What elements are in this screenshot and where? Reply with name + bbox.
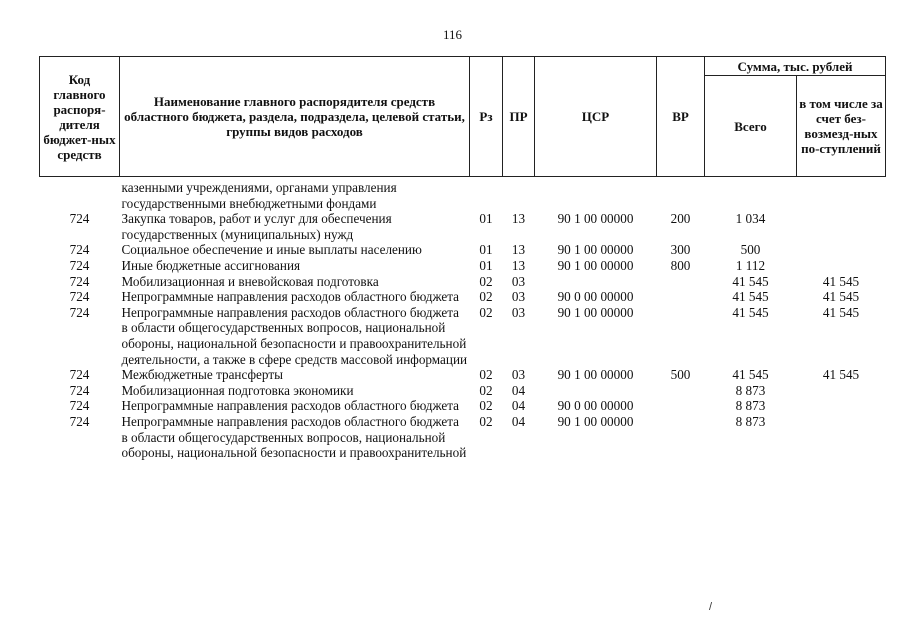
cell-code: 724	[69, 257, 90, 273]
cell-csr	[535, 274, 657, 290]
table-row	[40, 242, 886, 258]
cell-rz: 02	[479, 289, 493, 305]
cell-free	[797, 177, 886, 212]
cell-code: 724	[69, 242, 90, 258]
header-pr: ПР	[503, 57, 535, 177]
cell-csr: 90 1 00 00000	[557, 413, 634, 429]
cell-code: 724	[69, 398, 90, 414]
cell-csr: 90 1 00 00000	[557, 257, 634, 273]
cell-pr: 03	[511, 289, 526, 305]
table-row	[40, 289, 886, 305]
cell-free: 41 545	[822, 289, 860, 305]
cell-free	[797, 258, 886, 274]
cell-vr: 300	[670, 242, 691, 258]
cell-total: 41 545	[732, 367, 769, 383]
table-row	[40, 367, 886, 383]
cell-total: 1 034	[735, 211, 766, 227]
page-number: 116	[442, 27, 463, 42]
cell-name: Непрограммные направления расходов областного бюджета в области общегосударственных вопросов, национальной обороны, национальной безопасности и правоохранительной деятельности, а также в сфере средств массовой информации	[121, 304, 468, 367]
cell-total: 8 873	[735, 398, 766, 414]
cell-code: 724	[69, 367, 90, 383]
cell-rz	[470, 177, 503, 212]
header-sum: Сумма, тыс. рублей	[705, 57, 886, 76]
header-csr: ЦСР	[535, 57, 657, 177]
cell-name: Непрограммные направления расходов областного бюджета в области общегосударственных вопросов, национальной обороны, национальной безопасности и правоохранительной	[121, 413, 467, 461]
cell-rz: 02	[479, 413, 493, 429]
cell-free: 41 545	[822, 273, 860, 289]
cell-total: 1 112	[735, 257, 766, 273]
cell-rz: 01	[479, 211, 493, 227]
cell-code: 724	[69, 273, 90, 289]
cell-pr	[503, 177, 535, 212]
table-row	[40, 398, 886, 414]
cell-csr	[535, 177, 657, 212]
cell-rz: 01	[479, 257, 493, 273]
cell-vr: 800	[670, 257, 691, 273]
cell-code: 724	[69, 413, 90, 429]
header-rz: Рз	[470, 57, 503, 177]
cell-name: Закупка товаров, работ и услуг для обеспечения государственных (муниципальных) нужд	[121, 211, 392, 242]
cell-vr	[657, 289, 705, 305]
cell-total: 41 545	[732, 273, 769, 289]
cell-free	[797, 211, 886, 242]
cell-name: Иные бюджетные ассигнования	[121, 257, 301, 273]
stray-mark: /	[709, 601, 713, 613]
table-row	[40, 274, 886, 290]
cell-name: Межбюджетные трансферты	[121, 367, 283, 383]
cell-csr: 90 1 00 00000	[557, 367, 634, 383]
cell-rz: 02	[479, 273, 493, 289]
cell-total: 41 545	[732, 304, 769, 320]
cell-free: 41 545	[822, 367, 860, 383]
cell-vr	[657, 398, 705, 414]
cell-name: Мобилизационная подготовка экономики	[121, 382, 354, 398]
cell-vr: 200	[670, 211, 691, 227]
cell-csr: 90 0 00 00000	[557, 398, 634, 414]
cell-rz: 02	[479, 367, 493, 383]
table-row	[40, 414, 886, 461]
cell-csr: 90 1 00 00000	[557, 304, 634, 320]
cell-rz: 02	[479, 304, 493, 320]
header-free: в том числе за счет без-возмезд-ных по-ступлений	[797, 76, 886, 177]
cell-vr	[657, 414, 705, 461]
cell-total: 41 545	[732, 289, 769, 305]
cell-name: Непрограммные направления расходов областного бюджета	[121, 398, 460, 414]
cell-vr	[657, 305, 705, 367]
cell-csr	[535, 383, 657, 399]
cell-code	[40, 177, 120, 212]
cell-name: Непрограммные направления расходов областного бюджета	[121, 289, 460, 305]
cell-vr	[657, 274, 705, 290]
cell-free	[797, 383, 886, 399]
cell-free	[797, 242, 886, 258]
cell-rz: 02	[479, 398, 493, 414]
cell-free: 41 545	[822, 304, 860, 320]
cell-name: Мобилизационная и вневойсковая подготовка	[121, 273, 379, 289]
header-vr: ВР	[657, 57, 705, 177]
cell-code: 724	[69, 304, 90, 320]
cell-csr: 90 1 00 00000	[557, 211, 634, 227]
cell-pr: 03	[511, 273, 526, 289]
cell-total: 8 873	[735, 413, 766, 429]
cell-code: 724	[69, 211, 90, 227]
cell-name: Социальное обеспечение и иные выплаты населению	[121, 242, 422, 258]
cell-pr: 04	[511, 382, 526, 398]
cell-pr: 04	[511, 398, 526, 414]
cell-vr	[657, 383, 705, 399]
cell-pr: 13	[511, 242, 526, 258]
header-name: Наименование главного распорядителя средств областного бюджета, раздела, подраздела, целевой статьи, группы видов расходов	[120, 57, 470, 177]
cell-name: казенными учреждениями, органами управления государственными внебюджетными фондами	[121, 180, 397, 211]
cell-free	[797, 398, 886, 414]
cell-rz: 02	[479, 382, 493, 398]
cell-vr	[657, 177, 705, 212]
table-row	[40, 258, 886, 274]
table-row	[40, 177, 886, 212]
cell-pr: 04	[511, 413, 526, 429]
cell-csr: 90 0 00 00000	[557, 289, 634, 305]
cell-total	[705, 177, 797, 212]
header-code: Код главного распоря-дителя бюджет-ных средств	[40, 57, 120, 177]
table-row	[40, 211, 886, 242]
cell-csr: 90 1 00 00000	[557, 242, 634, 258]
cell-free	[797, 414, 886, 461]
cell-vr: 500	[670, 367, 691, 383]
budget-table	[39, 56, 886, 461]
cell-total: 500	[740, 242, 761, 258]
cell-code: 724	[69, 382, 90, 398]
table-row	[40, 305, 886, 367]
table-body	[40, 177, 886, 461]
cell-code: 724	[69, 289, 90, 305]
header-total: Всего	[705, 76, 797, 177]
cell-rz: 01	[479, 242, 493, 258]
cell-pr: 13	[511, 211, 526, 227]
cell-pr: 03	[511, 304, 526, 320]
table-row	[40, 383, 886, 399]
cell-total: 8 873	[735, 382, 766, 398]
cell-pr: 03	[511, 367, 526, 383]
cell-pr: 13	[511, 257, 526, 273]
